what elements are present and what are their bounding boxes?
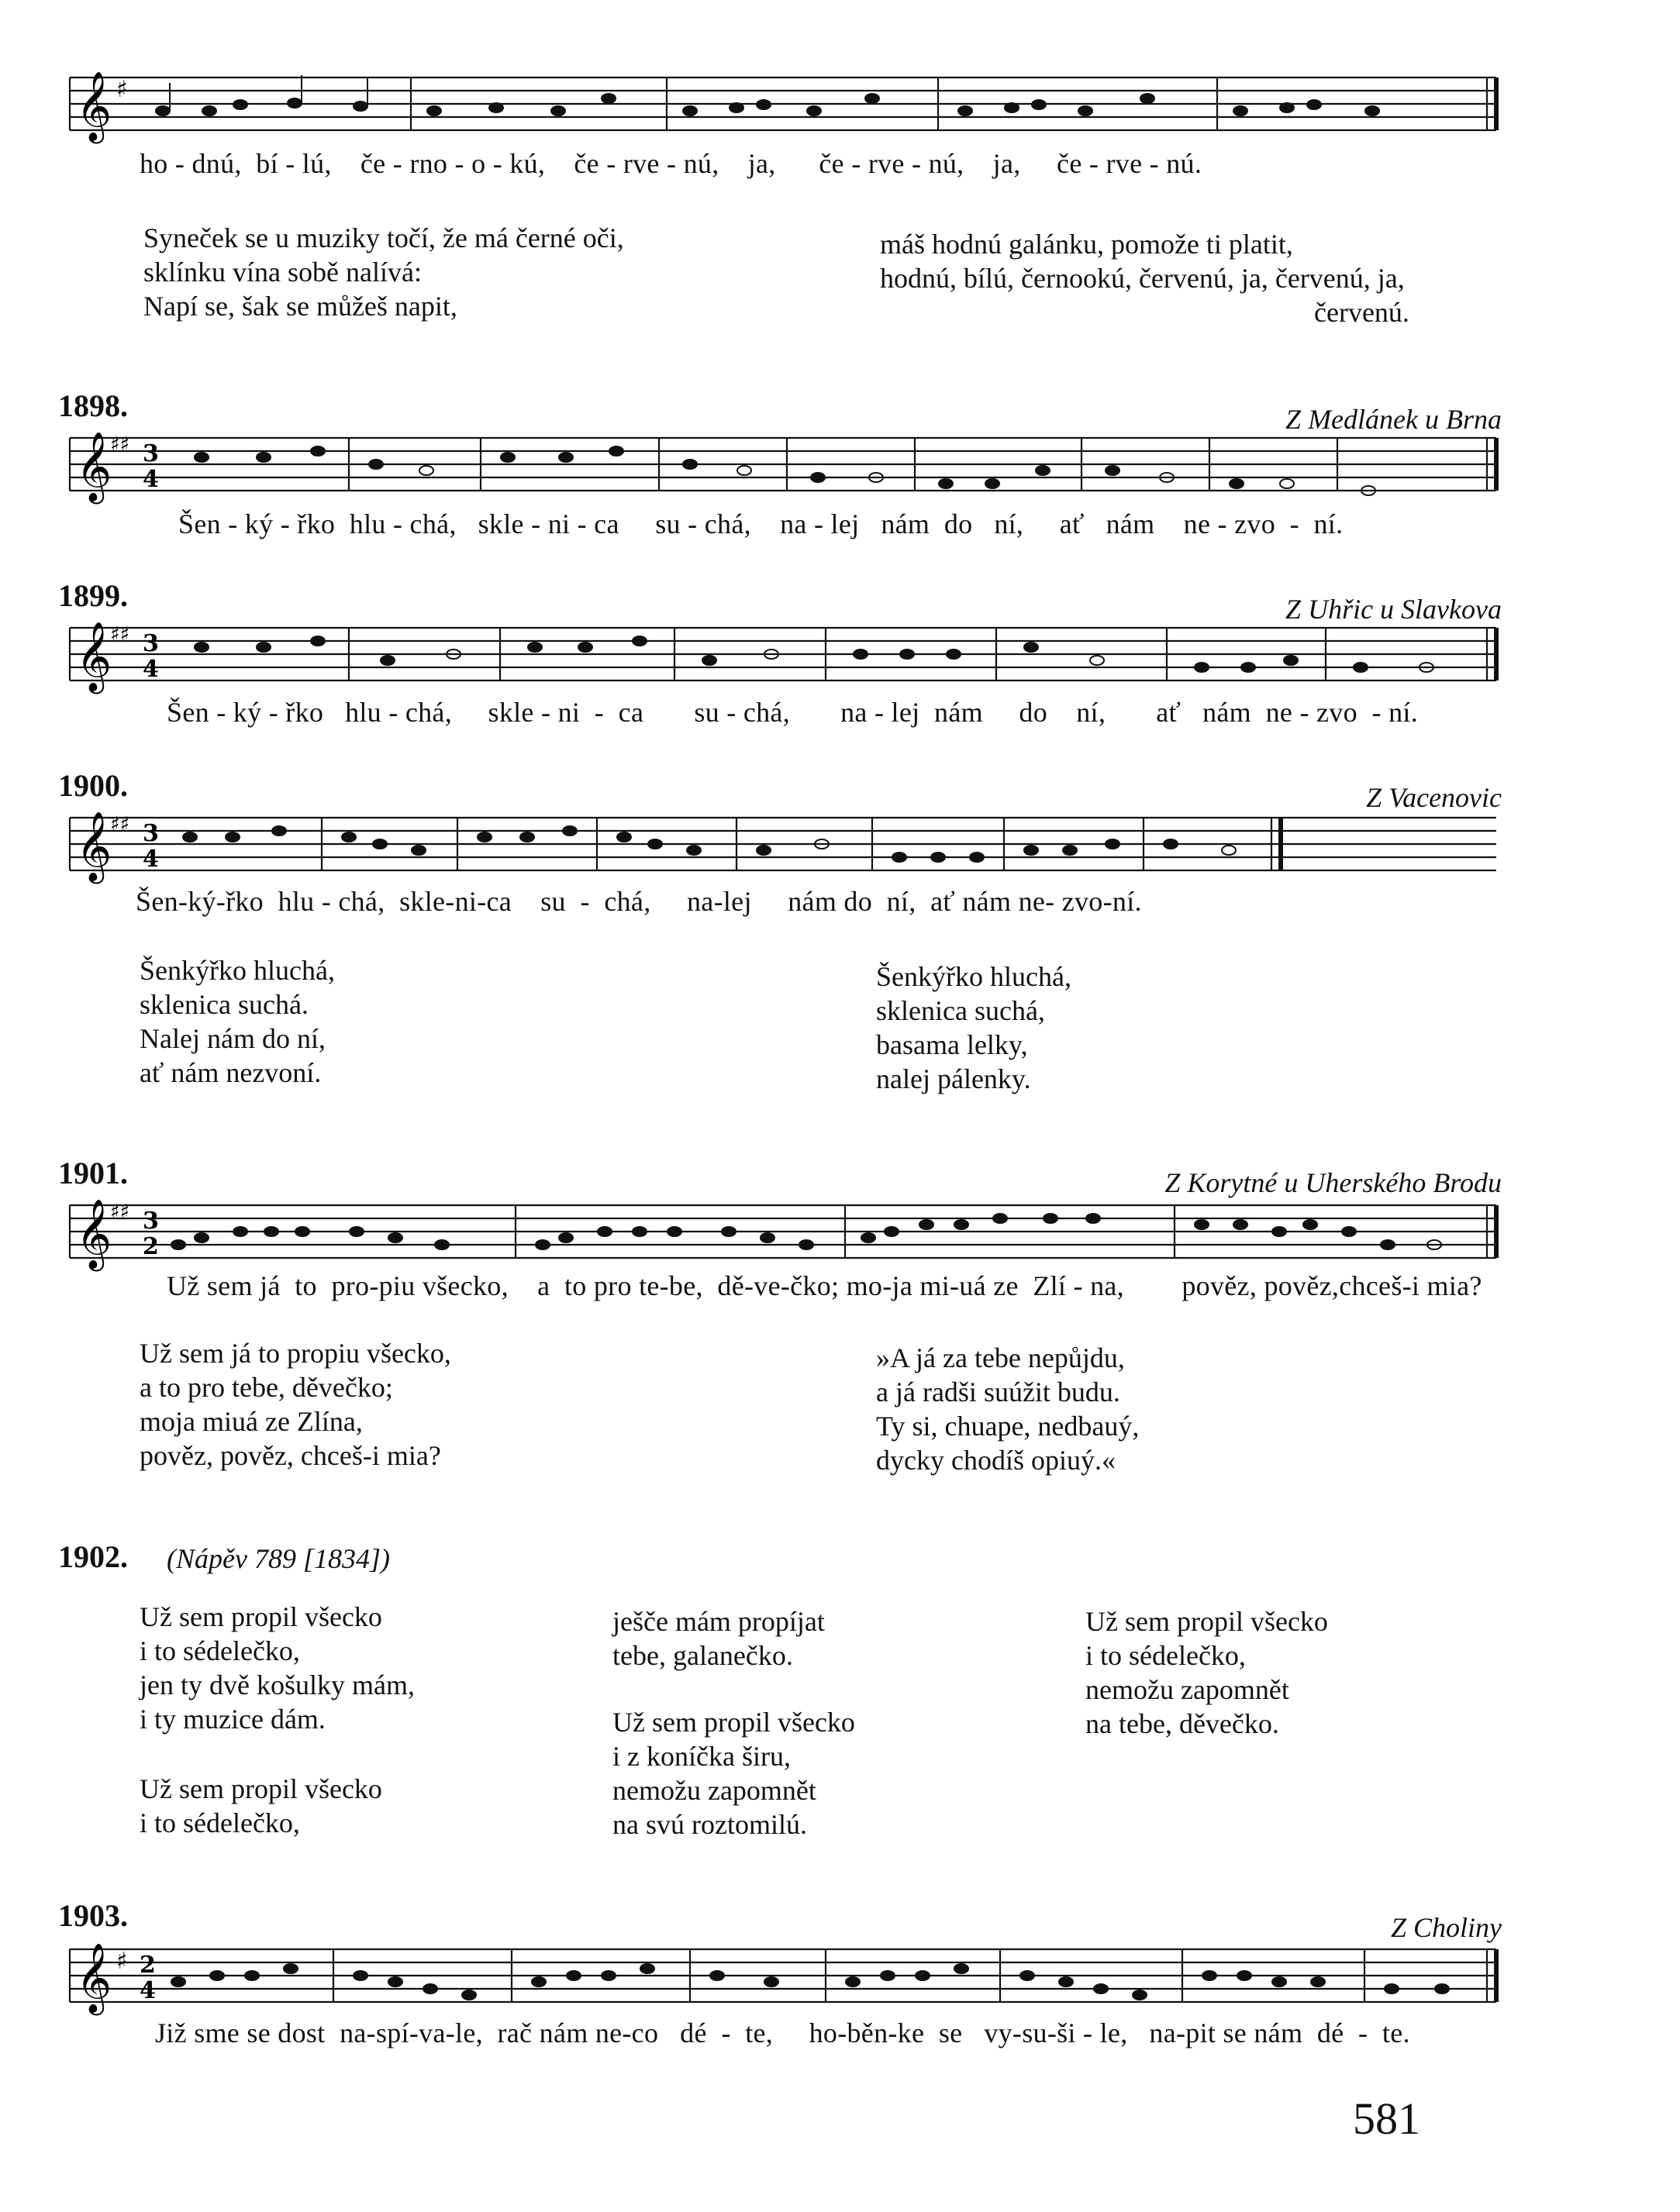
svg-text:4: 4 [143, 656, 159, 683]
song-number-1901: 1901. [58, 1156, 128, 1190]
song-number-1903: 1903. [58, 1898, 128, 1933]
song-origin-1899: Z Uhřic u Slavkova [1285, 594, 1502, 625]
music-staff-1900 [62, 811, 1504, 881]
verse-1902-col2a [612, 1604, 825, 1673]
svg-text:♯♯: ♯♯ [110, 433, 130, 457]
svg-text:♯♯: ♯♯ [110, 813, 130, 836]
verse-line: Napí se, šak se můžeš napit, [143, 291, 457, 322]
verse-line: Nalej nám do ní, [140, 1023, 326, 1054]
svg-text:2: 2 [140, 1952, 156, 1979]
verse-top-right [880, 227, 1409, 329]
verse-line: i z koníčka širu, [612, 1741, 791, 1772]
lyrics-top: ho - dnú, bí - lú, če - rno - o - kú, če - rve - nú, ja, če - rve - nú, ja, če - rve - nú. [140, 148, 1202, 179]
svg-text:4: 4 [143, 466, 159, 493]
verse-1902-col3a [1085, 1604, 1328, 1741]
verse-line: i to sédelečko, [1085, 1640, 1246, 1671]
verse-line: nalej pálenky. [876, 1063, 1031, 1094]
song-origin-1898: Z Medlánek u Brna [1285, 404, 1502, 435]
verse-1902-col2b [612, 1705, 855, 1842]
verse-line: nemožu zapomnět [612, 1775, 816, 1806]
tune-reference-1902: (Nápěv 789 [1834]) [167, 1543, 390, 1574]
verse-line: Šenkýřko hluchá, [140, 955, 335, 986]
svg-text:4: 4 [143, 846, 159, 873]
song-number-1902: 1902. [58, 1539, 128, 1574]
verse-line: i ty muzice dám. [140, 1704, 326, 1735]
verse-line: a to pro tebe, děvečko; [140, 1372, 393, 1403]
verse-line: hodnú, bílú, černookú, červenú, ja, červenú, ja, [880, 263, 1405, 294]
verse-top-left [143, 221, 624, 323]
svg-text:3: 3 [143, 820, 159, 847]
song-number-1898: 1898. [58, 388, 128, 423]
verse-line: Už sem propil všecko [612, 1707, 855, 1738]
verse-line: sklenica suchá. [140, 989, 309, 1020]
verse-line: Už sem propil všecko [1085, 1606, 1328, 1637]
svg-text:4: 4 [140, 1977, 156, 2004]
svg-text:3: 3 [143, 440, 159, 467]
svg-text:𝄞: 𝄞 [76, 71, 112, 141]
verse-line: nemožu zapomnět [1085, 1674, 1289, 1705]
verse-line: Ty si, chuape, nedbauý, [876, 1411, 1140, 1442]
song-origin-1903: Z Choliny [1390, 1912, 1502, 1943]
song-origin-1901: Z Korytné u Uherského Brodu [1164, 1167, 1502, 1198]
verse-line: »A já za tebe nepůjdu, [876, 1342, 1125, 1373]
music-staff-1903 [62, 1943, 1504, 2013]
staff-top [62, 71, 1504, 141]
verse-line: máš hodnú galánku, pomože ti platit, [880, 229, 1293, 260]
verse-line: moja miuá ze Zlína, [140, 1406, 363, 1437]
lyrics-1900: Šen-ký-řko hlu - chá, skle-ni-ca su - chá, na-lej nám do ní, ať nám ne- zvo-ní. [136, 886, 1142, 917]
verse-1902-col1b [140, 1772, 382, 1840]
verse-line: Už sem propil všecko [140, 1773, 382, 1804]
svg-text:3: 3 [143, 1208, 159, 1235]
verse-line: pověz, pověz, chceš-i mia? [140, 1440, 441, 1471]
svg-text:♯♯: ♯♯ [110, 623, 130, 646]
staff-1903 [62, 1943, 1504, 2013]
lyrics-1898: Šen - ký - řko hlu - chá, skle - ni - ca su - chá, na - lej nám do ní, ať nám ne - zvo - ní. [178, 508, 1344, 539]
verse-line: dycky chodíš opiuý.« [876, 1445, 1116, 1476]
verse-1900-left [140, 953, 335, 1090]
lyrics-1899: Šen - ký - řko hlu - chá, skle - ni - ca su - chá, na - lej nám do ní, ať nám ne - zvo - ní. [167, 697, 1418, 728]
staff-1900 [62, 811, 1504, 881]
verse-1901-left [140, 1336, 451, 1473]
verse-line: Už sem propil všecko [140, 1601, 382, 1632]
song-number-1899: 1899. [58, 578, 128, 613]
verse-line: basama lelky, [876, 1029, 1028, 1060]
verse-1901-right [876, 1341, 1139, 1477]
verse-line: Už sem já to propiu všecko, [140, 1338, 451, 1369]
verse-1902-col1a [140, 1600, 415, 1736]
lyrics-1903: Již sme se dost na-spí-va-le, rač nám ne-co dé - te, ho-běn-ke se vy-su-ši - le, na-pit se nám dé - te. [155, 2017, 1410, 2048]
verse-line: sklínku vína sobě nalívá: [143, 257, 422, 288]
staff-1899 [62, 622, 1504, 691]
svg-text:3: 3 [143, 630, 159, 657]
staff-1901 [62, 1199, 1504, 1269]
verse-line: i to sédelečko, [140, 1635, 300, 1666]
svg-text:♯: ♯ [116, 76, 128, 103]
verse-line: sklenica suchá, [876, 995, 1045, 1026]
svg-text:𝄞: 𝄞 [76, 811, 112, 881]
verse-line: Šenkýřko hluchá, [876, 961, 1071, 992]
verse-line: Syneček se u muziky točí, že má černé oči, [143, 222, 624, 253]
svg-text:𝄞: 𝄞 [76, 622, 112, 691]
music-staff-1898 [62, 432, 1504, 501]
music-staff-1901 [62, 1199, 1504, 1269]
staff-1898 [62, 432, 1504, 501]
music-staff-1899 [62, 622, 1504, 691]
verse-1900-right [876, 960, 1071, 1096]
verse-line: červenú. [1314, 297, 1409, 328]
verse-line: na tebe, děvečko. [1085, 1708, 1279, 1739]
verse-line: ješče mám propíjat [612, 1606, 825, 1637]
svg-text:𝄞: 𝄞 [76, 432, 112, 501]
song-origin-1900: Z Vacenovic [1366, 782, 1502, 813]
lyrics-1901: Už sem já to pro-piu všecko, a to pro te-be, dě-ve-čko; mo-ja mi-uá ze Zlí - na, pověz, pověz,chceš-i mia? [167, 1270, 1482, 1301]
music-staff-top [62, 71, 1504, 141]
verse-line: tebe, galanečko. [612, 1640, 793, 1671]
verse-line: ať nám nezvoní. [140, 1057, 322, 1088]
verse-line: i to sédelečko, [140, 1807, 300, 1838]
svg-text:♯♯: ♯♯ [110, 1201, 130, 1224]
verse-line: na svú roztomilú. [612, 1809, 807, 1840]
verse-line: a já radši suúžit budu. [876, 1376, 1120, 1407]
svg-text:2: 2 [143, 1233, 159, 1260]
verse-line: jen ty dvě košulky mám, [140, 1669, 415, 1700]
svg-text:𝄞: 𝄞 [76, 1199, 112, 1269]
svg-text:𝄞: 𝄞 [76, 1943, 112, 2013]
svg-text:♯: ♯ [116, 1948, 128, 1975]
song-number-1900: 1900. [58, 768, 128, 803]
page-number: 581 [1353, 2093, 1420, 2144]
